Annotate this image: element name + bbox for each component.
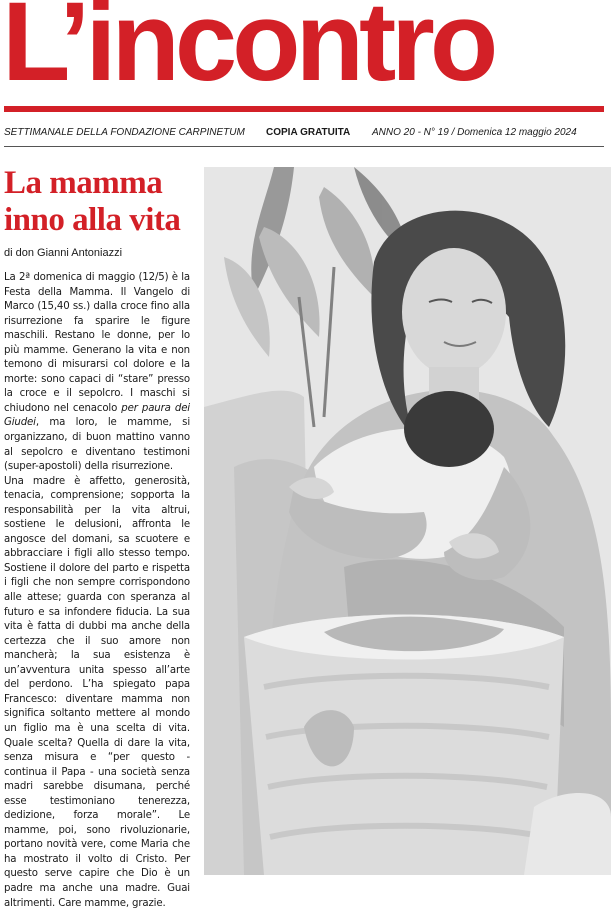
issue-date: ANNO 20 - N° 19 / Domenica 12 maggio 2024 [372,127,577,138]
article-byline: di don Gianni Antoniazzi [4,247,123,259]
article-emphasis: per paura dei Giudei [4,402,190,429]
masthead-rule [4,106,604,112]
masthead [0,0,611,118]
article-paragraph-1: La 2ª domenica di maggio (12/5) è la Festa della Mamma. Il Vangelo di Marco (15,40 ss.) dalla croce fino alla risurrezione fa sparire le figure maschili. Restano le donne, per lo più mamme. Generano la vita e non temono di misurarsi col dolore e la morte: sono capaci di “stare” presso la croce e il sepolcro. I maschi si chiudono nel cenacolo per paura dei Giudei, ma loro, le mamme, si organizzano, di buon mattino vanno al sepolcro e diventano testimoni (super-apostoli) della risurrezione. [4,272,190,473]
article-paragraph-2: Una madre è affetto, generosità, tenacia, comprensione; sopporta la responsabilità per la vita altrui, sostiene le delusioni, affronta le angosce del domani, sa scuotere e abbracciare i figli allo stesso tempo. Sostiene il dolore del parto e rispetta i figli che non sempre corrispondono alle attese; guarda con speranza al futuro e sa infondere fiducia. La sua vita è fatta di dubbi ma anche della certezza che il suo amore non mancherà; la sua esistenza è un’avventura unita spesso all’arte del perdono. L’ha spiegato papa Francesco: diventare mamma non significa soltanto mettere al mondo un figlio ma è una scelta di vita. Quale scelta? Quella di dare la vita, senza misura e “per questo - continua il Papa - una società senza madri sarebbe disumana, perché esse testimoniano tenerezza, dedizione, forza morale”. Le mamme, poi, sono rivoluzionarie, portano novità vere, come Maria che ha mostrato il volto di Cristo. Per questo serve capire che Dio è un padre ma anche una madre. Guai altrimenti. Care mamme, grazie. [4,475,190,909]
article-photo [204,167,611,875]
article-headline: La mamma inno alla vita [4,165,181,238]
issue-info-bar [4,126,604,140]
publisher-tagline: SETTIMANALE DELLA FONDAZIONE CARPINETUM [4,127,245,138]
article-body [4,271,190,909]
distribution-label: COPIA GRATUITA [266,127,351,138]
newspaper-logo: L’incontro [2,0,494,104]
issue-info-divider [4,146,604,147]
